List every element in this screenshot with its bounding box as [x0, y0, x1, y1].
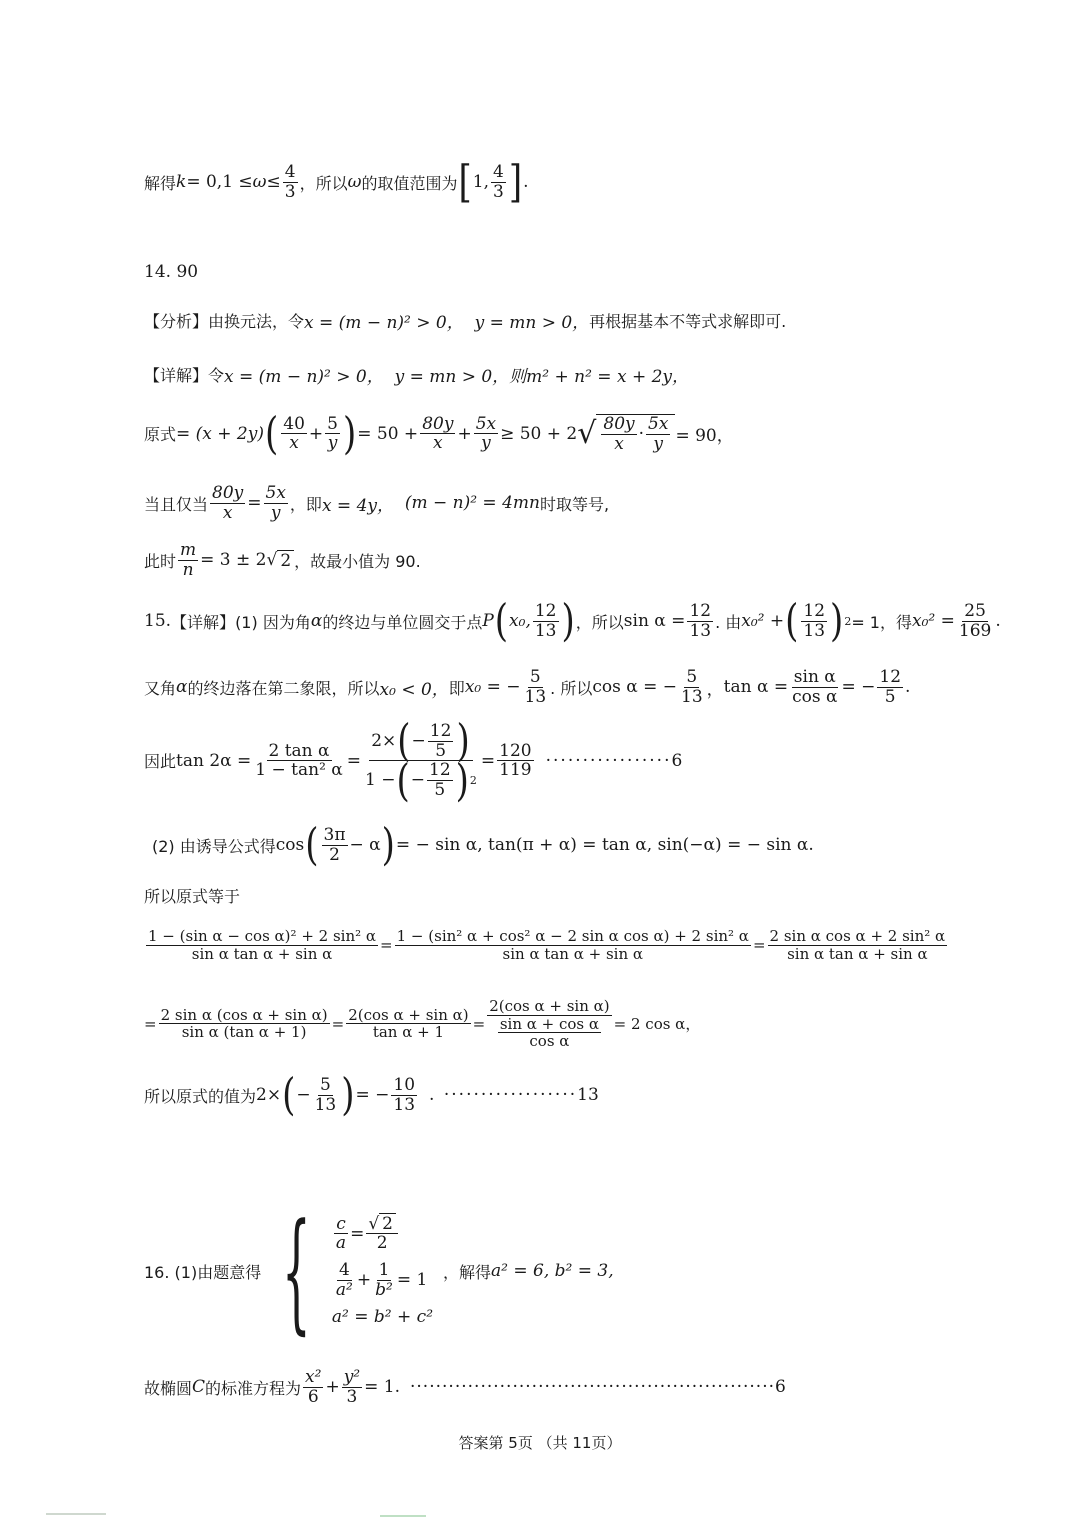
scan-smudge [380, 1515, 426, 1517]
page-footer: 答案第 5页 （共 11页） [458, 1434, 622, 1452]
line-k-omega-range: 解得 k = 0,1 ≤ ω ≤ $\frac{4}{3}$ ，所以 ω 的取值范围为 [ 1, $\frac{4}{3}$ ] . [144, 156, 529, 209]
scan-smudge [46, 1513, 106, 1515]
q14-min-value: 此时 $\frac{m}{n}$ = 3 ± 2 √ 2 ，故最小值为 90. [144, 540, 421, 580]
q14-original-expression: 原式 = (x + 2y) ( $\frac{40}{x}$ + $\frac{5}{y}$ ) = 50 + $\frac{80y}{x}$ + $\frac{5x}{y}$ ≥ 50 + 2 √ $\frac{80y}{x}$ · $\frac{5x}{y}$ = 90， [144, 407, 734, 460]
q15-tan2a: 因此 tan 2α = $\frac{\text{2 tan α}}{\text{1 − tan² α}}$ = 2× ( − $\frac{12}{5}$ ) 1 − ( − $\frac{12}{5}$ ) 2 = $\frac{120}{119}$ ················· 6 [144, 715, 683, 807]
q15-chain-line2: = $\frac{\text{2 sin α (cos α + sin α)}}{\text{sin α (tan α + 1)}}$ = $\frac{\text{2(cos α + sin α)}}{\text{tan α + 1}}$ = $\frac{\text{2(cos α + sin α)}}{\frac{\text{sin α + cos α}}{\text{cos α}}}$ = 2 cos α ， [144, 997, 701, 1050]
q14-equality-condition: 当且仅当 $\frac{80y}{x}$ = $\frac{5x}{y}$ ，即 x = 4y， (m − n)² = 4mn 时取等号, [144, 483, 610, 523]
q16-system: 16. (1)由题意得 { $\frac{c}{a}$ = $\frac{√ 2}{2}$ $\frac{4}{\text{a²}}$ + $\frac{1}{\text{b²}}$ = 1 a² = b² + c² ，解得 a² = 6, b² = 3, [144, 1195, 614, 1347]
fraction: $\frac{4}{3}$ [284, 162, 296, 202]
q14-number: 14. 90 [144, 262, 199, 282]
q14-analysis: 【分析】 由换元法，令 x = (m − n)² > 0， y = mn > 0， 再根据基本不等式求解即可. [144, 312, 787, 333]
q14-detail: 【详解】 令 x = (m − n)² > 0， y = mn > 0，则 m² + n² = x + 2y， [144, 366, 690, 387]
q15-chain-line1: $\frac{\text{1 − (sin α − cos α)² + 2 sin² α}}{\text{sin α tan α + sin α}}$ = $\frac{\text{1 − (sin² α + cos² α − 2 sin α cos α) + 2 sin² α}}{\text{sin α tan α + sin α}}$ = $\frac{\text{2 sin α cos α + 2 sin² α}}{\text{sin α tan α + sin α}}$ [148, 927, 946, 963]
fraction: $\frac{4}{3}$ [493, 162, 504, 202]
q16-ellipse-equation: 故椭圆 C 的标准方程为 $\frac{\text{x²}}{6}$ + $\frac{\text{y²}}{3}$ = 1. ························································· 6 [144, 1367, 786, 1407]
q15-final-value: 所以原式的值为 2× ( − $\frac{5}{13}$ ) = − $\frac{10}{13}$ . ·················· 13 [144, 1069, 599, 1122]
q15-original-equals: 所以原式等于 [144, 887, 241, 906]
q15-part2-identities: (2) 由诱导公式得 cos ( $\frac{3\pi}{2}$ − α ) = − sin α, tan(π + α) = tan α, sin(−α) = − sin α . [152, 819, 814, 872]
q15-line2: 又角 α 的终边落在第二象限，所以 x₀ < 0， 即 x₀ = − $\frac{5}{13}$ . 所以 cos α = − $\frac{5}{13}$ ， tan α = $\frac{\text{sin α}}{\text{cos α}}$ = − $\frac{12}{5}$ . [144, 667, 911, 707]
q15-line1: 15. 【详解】 (1) 因为角 α 的终边与单位圆交于点 P ( x₀, $\frac{12}{13}$ ) ，所以 sin α = $\frac{12}{13}$ . 由 x₀² + ( $\frac{12}{13}$ ) 2 = 1，得 x₀² = $\frac{25}{169}$ . [144, 595, 1001, 648]
